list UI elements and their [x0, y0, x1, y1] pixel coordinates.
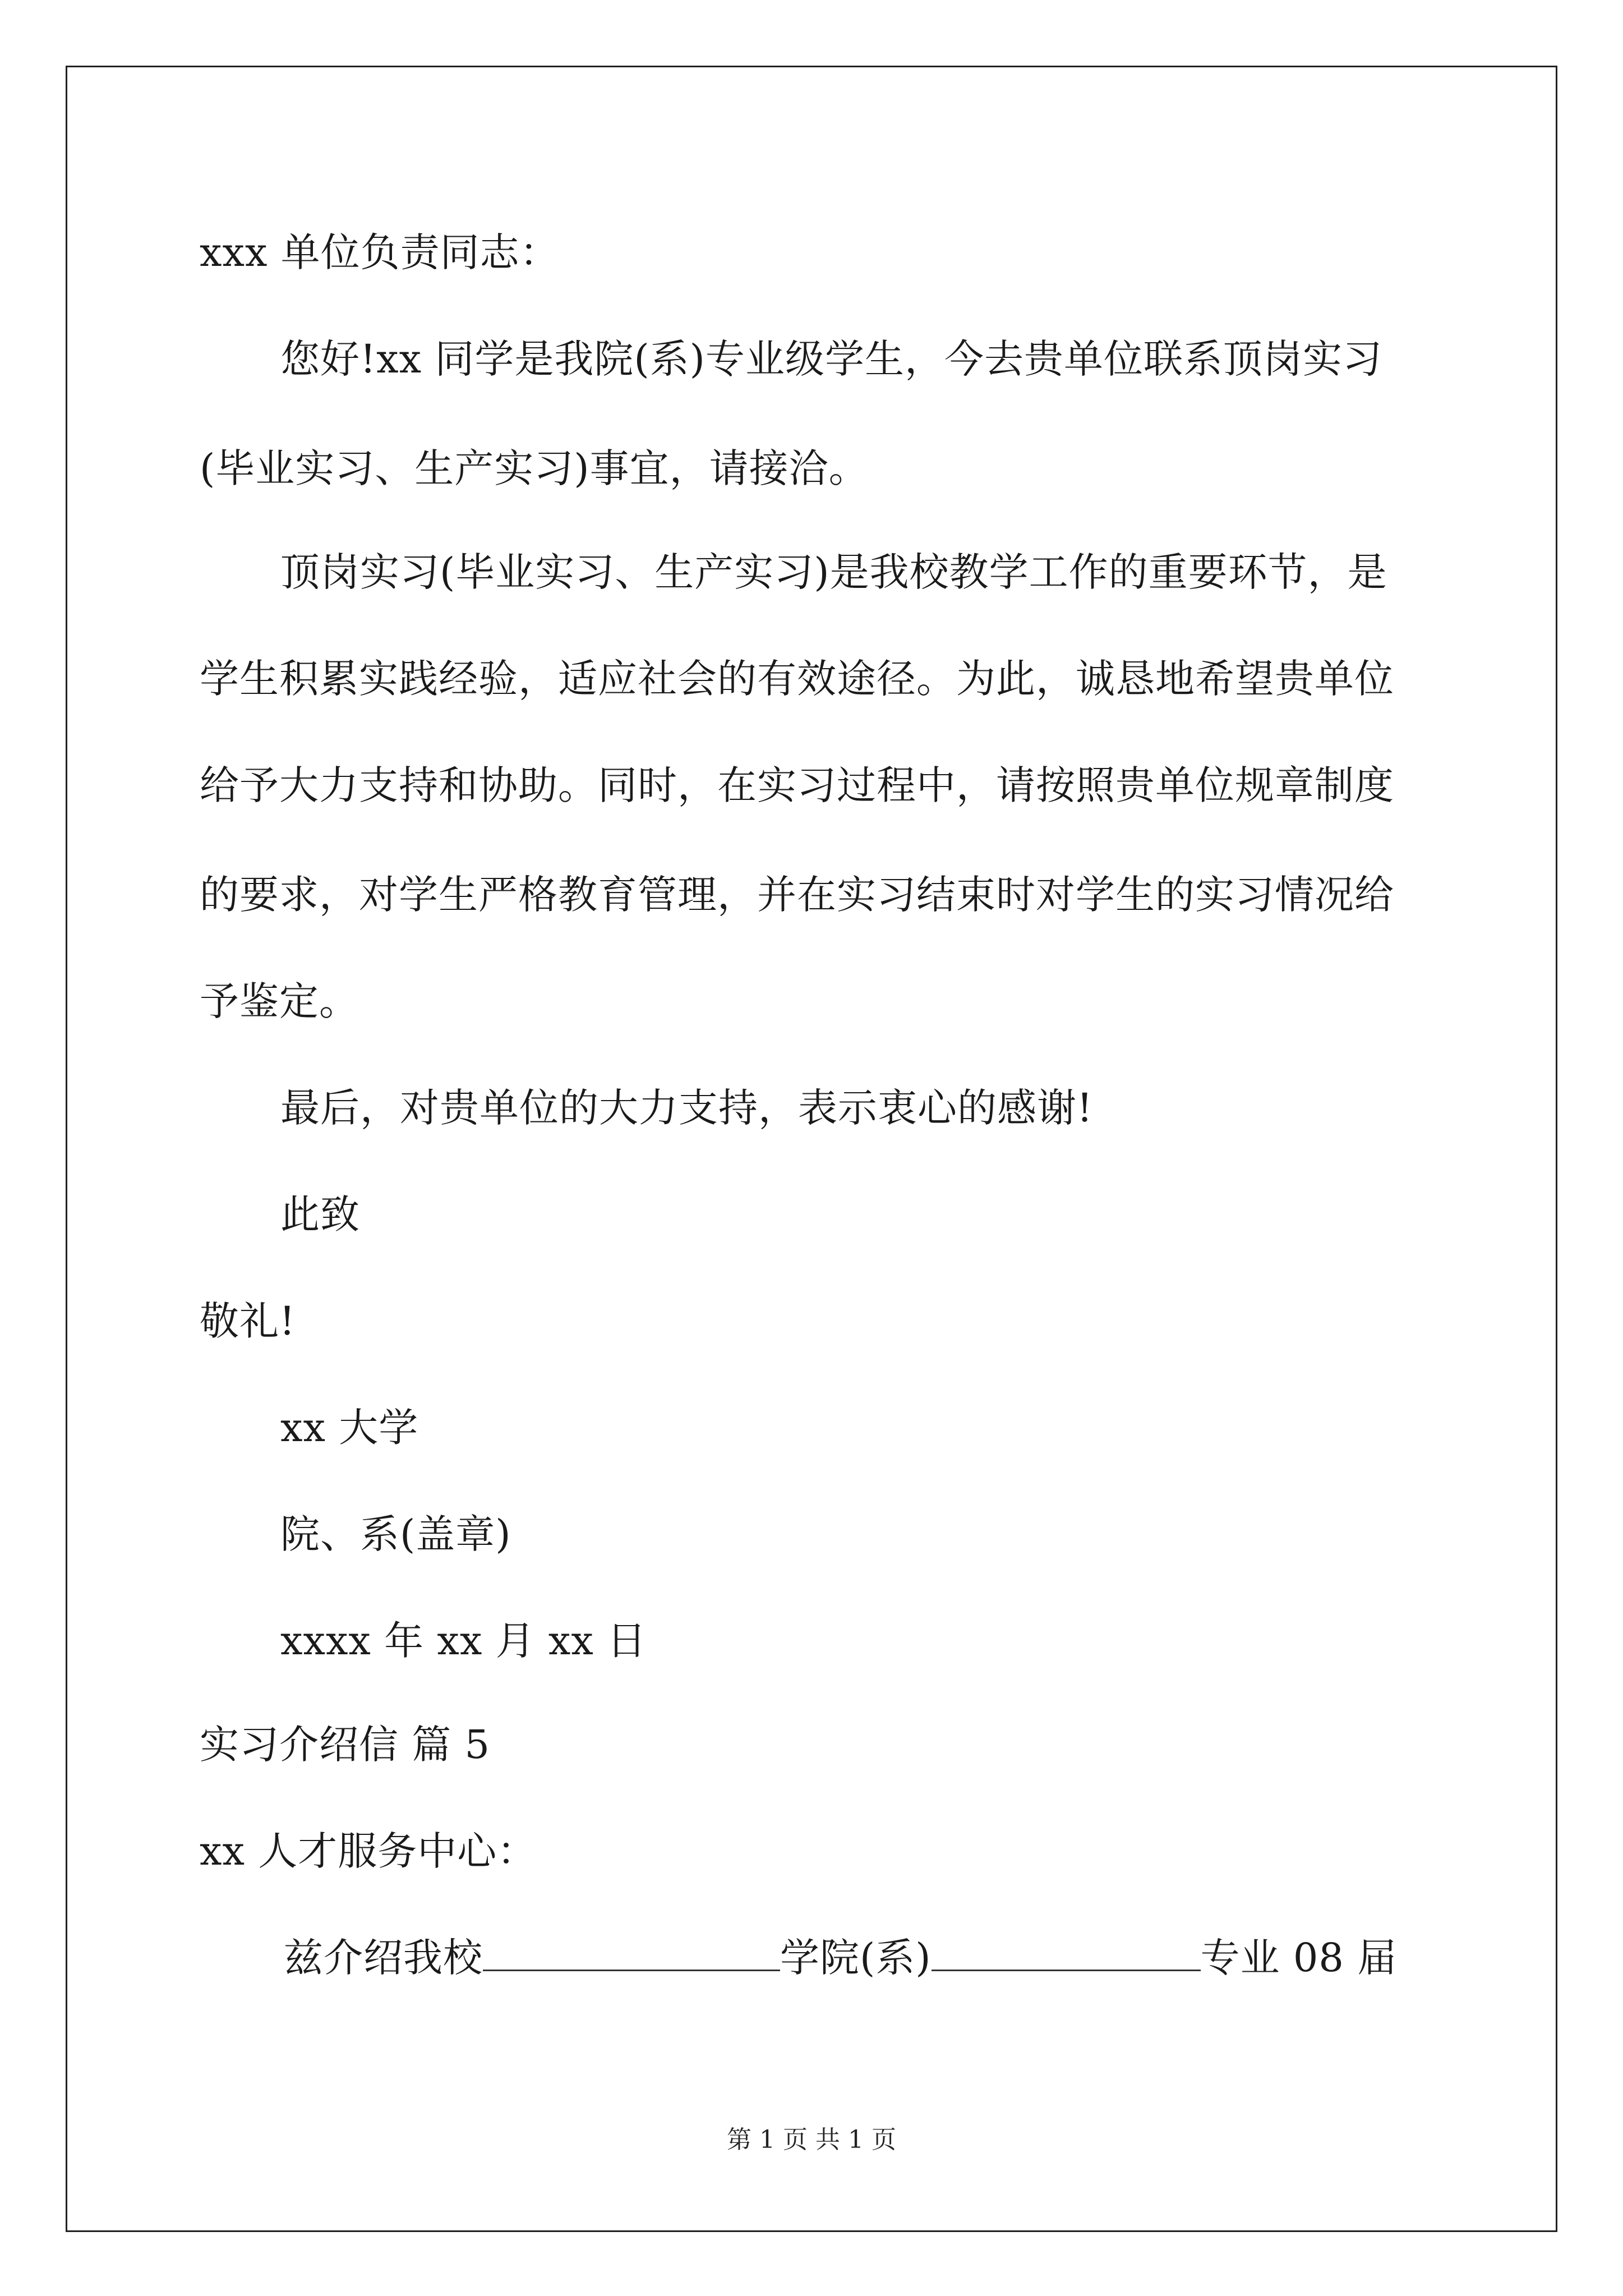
intro-text-college: 学院(系): [780, 1935, 932, 1981]
paragraph-2-line-1: 顶岗实习(毕业实习、生产实习)是我校教学工作的重要环节，是: [280, 549, 1387, 595]
document-body: [200, 0, 1433, 2076]
signature-school: xx 大学: [280, 1405, 419, 1451]
paragraph-2-line-4: 的要求，对学生严格教育管理，并在实习结束时对学生的实习情况给: [200, 872, 1394, 918]
signature-department: 院、系(盖章): [280, 1511, 511, 1557]
fill-in-blank-major: [932, 1930, 1201, 1971]
intro-text-school: 兹介绍我校: [284, 1935, 483, 1981]
fill-in-blank-college: [483, 1930, 780, 1971]
closing-greeting: 此致: [280, 1191, 360, 1237]
introduction-line: [284, 1930, 1397, 1986]
paragraph-1-line-1: 您好!xx 同学是我院(系)专业级学生，今去贵单位联系顶岗实习: [280, 336, 1382, 382]
page-footer: 第 1 页 共 1 页: [727, 2125, 896, 2154]
salutation-2: xx 人才服务中心：: [200, 1828, 537, 1874]
paragraph-2-line-3: 给予大力支持和协助。同时，在实习过程中，请按照贵单位规章制度: [200, 762, 1394, 808]
section-heading: 实习介绍信 篇 5: [200, 1722, 491, 1768]
paragraph-1-line-2: (毕业实习、生产实习)事宜，请接洽。: [200, 445, 869, 491]
paragraph-3: 最后，对贵单位的大力支持，表示衷心的感谢!: [280, 1085, 1094, 1131]
intro-text-major: 专业 08 届: [1200, 1935, 1398, 1981]
paragraph-2-line-5: 予鉴定。: [200, 978, 359, 1024]
paragraph-2-line-2: 学生积累实践经验，适应社会的有效途径。为此，诚恳地希望贵单位: [200, 656, 1394, 702]
salutation-1: xxx 单位负责同志：: [200, 229, 560, 275]
signature-date: xxxx 年 xx 月 xx 日: [280, 1618, 647, 1664]
closing-salute: 敬礼!: [200, 1298, 296, 1344]
